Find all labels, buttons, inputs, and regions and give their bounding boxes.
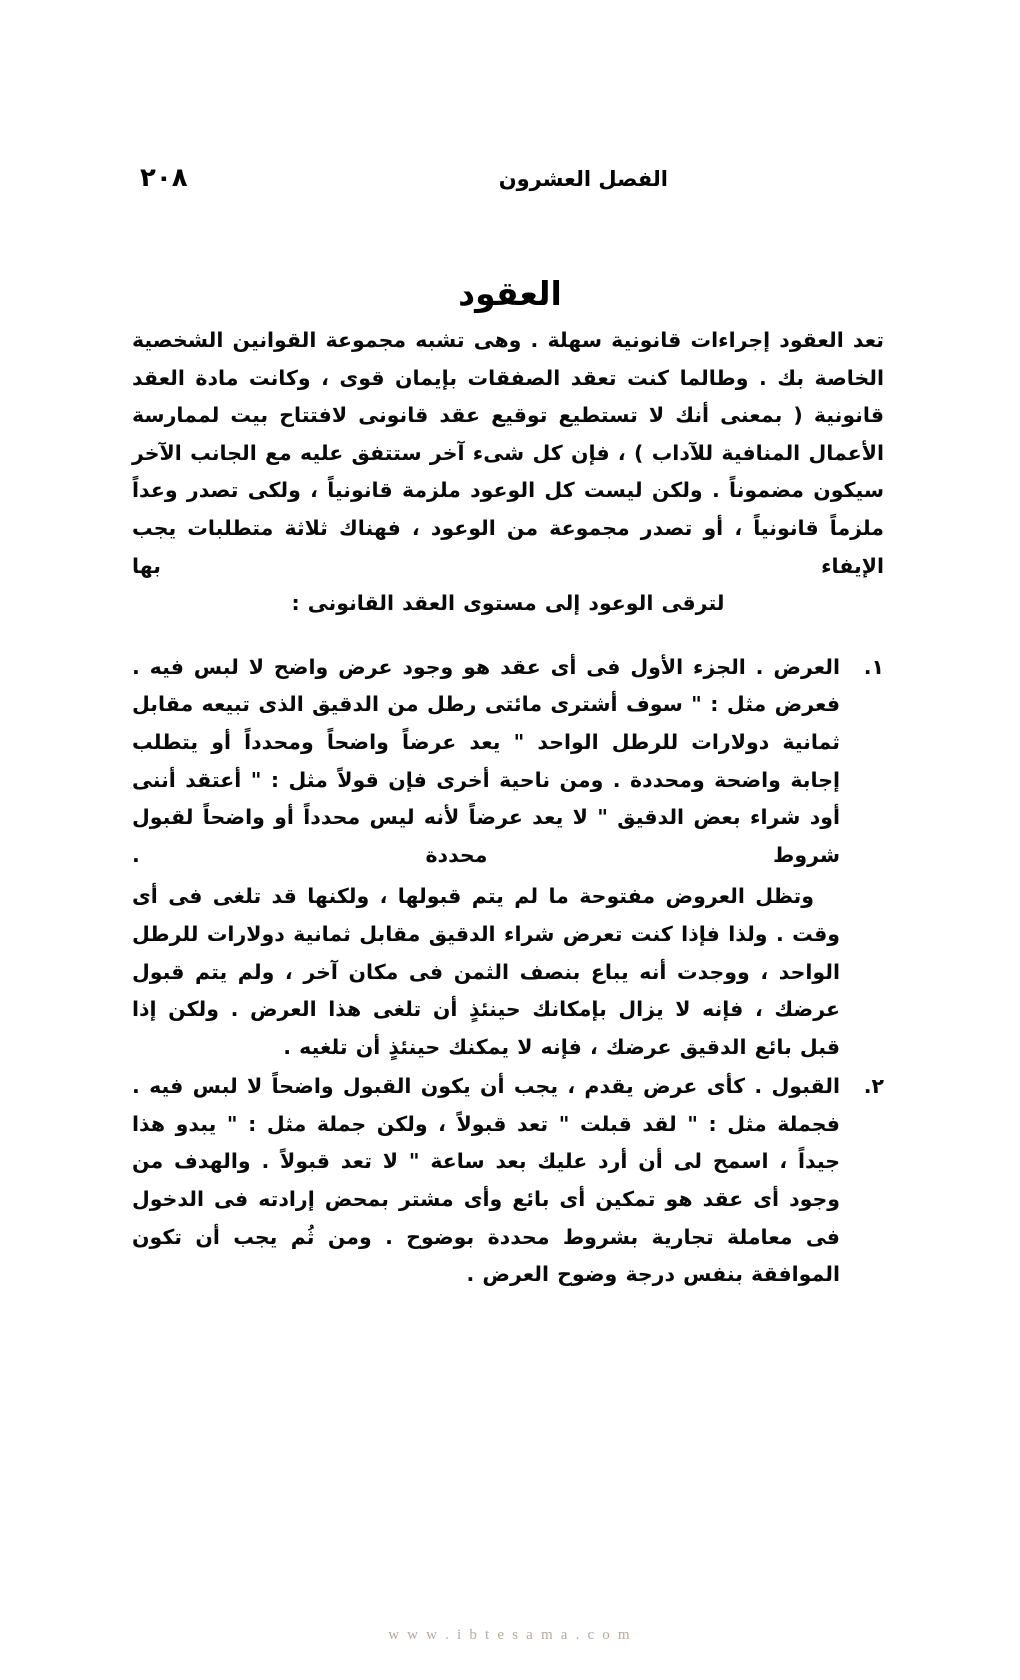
chapter-label: الفصل العشرون <box>498 167 668 191</box>
page-number: ٢٠٨ <box>140 163 188 193</box>
intro-paragraph <box>132 322 884 623</box>
intro-tail: لترقى الوعود إلى مستوى العقد القانونى : <box>291 591 725 616</box>
requirements-list <box>132 649 884 1294</box>
running-head <box>140 163 880 197</box>
body-content <box>132 322 884 1296</box>
list-item-paragraph: وتظل العروض مفتوحة ما لم يتم قبولها ، ولكنها قد تلغى فى أى وقت . ولذا فإذا كنت تعرض شراء الدقيق مقابل ثمانية دولارات للرطل الواحد ، ووجدت أنه يباع بنصف الثمن فى مكان آخر ، ولم يتم قبول عرضك ، فإنه لا يزال بإمكانك حينئذٍ أن تلغى هذا العرض . ولكن إذا قبل بائع الدقيق عرضك ، فإنه لا يمكنك حينئذٍ أن تلغيه . <box>132 884 840 1059</box>
list-item <box>132 649 884 1067</box>
intro-body: تعد العقود إجراءات قانونية سهلة . وهى تشبه مجموعة القوانين الشخصية الخاصة بك . وطالما كنت تعقد الصفقات بإيمان قوى ، وكانت مادة العقد قانونية ( بمعنى أنك لا تستطيع توقيع عقد قانونى لافتتاح بيت لممارسة الأعمال المنافية للآداب ) ، فإن كل شىء آخر ستتفق عليه مع الجانب الآخر سيكون مضموناً . ولكن ليست كل الوعود ملزمة قانونياً ، ولكى تصدر وعداً ملزماً قانونياً ، أو تصدر مجموعة من الوعود ، فهناك ثلاثة متطلبات يجب الإيفاء بها <box>132 328 884 578</box>
list-item-paragraph: القبول . كأى عرض يقدم ، يجب أن يكون القبول واضحاً لا لبس فيه . فجملة مثل : " لقد قبلت " تعد قبولاً ، ولكن جملة مثل : " يبدو هذا جيداً ، اسمح لى أن أرد عليك بعد ساعة " لا تعد قبولاً . والهدف من وجود أى عقد هو تمكين أى بائع وأى مشتر بمحض إرادته فى الدخول فى معاملة تجارية بشروط محددة بوضوح . ومن ثُم يجب أن تكون الموافقة بنفس درجة وضوح العرض . <box>132 1074 840 1287</box>
list-item-marker: ١. <box>863 654 884 679</box>
footer-watermark: w w w . i b t e s a m a . c o m <box>388 1627 632 1643</box>
list-item-paragraph: العرض . الجزء الأول فى أى عقد هو وجود عرض واضح لا لبس فيه . فعرض مثل : " سوف أشترى مائتى رطل من الدقيق الذى تبيعه مقابل ثمانية دولارات للرطل الواحد " يعد عرضاً واضحاً ومحدداً أو يتطلب إجابة واضحة ومحددة . ومن ناحية أخرى فإن قولاً مثل : " أعتقد أننى أود شراء بعض الدقيق " لا يعد عرضاً لأنه ليس محدداً أو واضحاً لقبول شروط محددة . <box>132 654 840 867</box>
list-item-marker: ٢. <box>863 1074 884 1099</box>
list-item <box>132 1068 884 1294</box>
page-title: العقود <box>458 274 562 314</box>
